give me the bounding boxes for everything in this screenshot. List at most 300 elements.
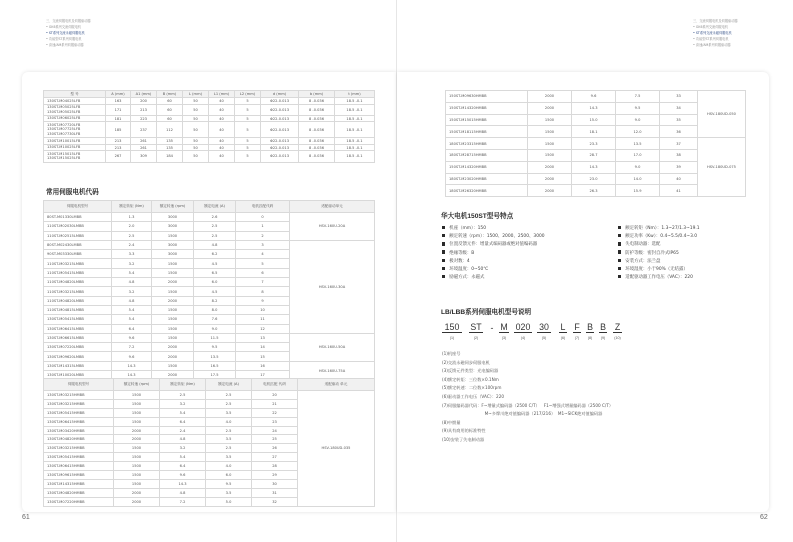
table-cell: 8: [236, 287, 290, 296]
table-row: [446, 91, 746, 103]
feature-item: [618, 258, 660, 264]
table-cell: 40: [209, 115, 235, 122]
table-cell: 18.5 -0.1: [335, 151, 375, 162]
table-cell: Φ22-0.013: [261, 144, 299, 151]
column-header: 伺服电机型号: [44, 379, 114, 391]
table-cell: 1500: [152, 287, 194, 296]
table-cell: 5: [235, 104, 261, 115]
table-cell: 6.4: [112, 324, 152, 333]
feature-text: 位置反馈元件：增量式编码器或绝对值编码器: [449, 242, 538, 248]
table-cell: 2.5: [206, 399, 252, 408]
table-cell: 3.2: [160, 444, 206, 453]
table-cell: 18.1: [572, 126, 616, 138]
column-header: L1 (mm): [209, 91, 235, 98]
model-name: 130ST-M06025LFB: [47, 116, 81, 121]
table-cell: 14.3: [572, 161, 616, 173]
model-cell: 90ST-M03330LMBB: [44, 250, 112, 259]
table-cell: 2.4: [160, 426, 206, 435]
model-name: 130ST-M07725LFB: [47, 127, 81, 132]
table-cell: 6.0: [194, 278, 236, 287]
table-cell: 18.5 -0.1: [335, 138, 375, 145]
table-cell: 9.0: [194, 324, 236, 333]
nav-item: • ST系列交流永磁伺服电机: [46, 31, 85, 35]
model-code-segment: [559, 323, 567, 340]
table-cell: 5.4: [112, 315, 152, 324]
table-cell: 5: [235, 151, 261, 162]
code-index: (2): [473, 336, 479, 340]
table-cell: 13: [236, 333, 290, 342]
table-cell: 6.2: [194, 250, 236, 259]
table-cell: 60: [157, 115, 183, 122]
table-cell: 5.4: [160, 453, 206, 462]
table-cell: 50: [183, 115, 209, 122]
table-cell: 4.8: [160, 488, 206, 497]
model-code-segment: [537, 323, 551, 340]
table-cell: 2.5: [206, 444, 252, 453]
drive-unit-cell: HSV-180UD-075: [698, 138, 746, 197]
table-cell: 18.5 -0.1: [335, 122, 375, 138]
model-code-segment: [514, 323, 532, 340]
code-letter: 150: [442, 323, 462, 333]
model-cell: 110ST-M05415LMBB: [44, 268, 112, 277]
column-header: A1 (mm): [131, 91, 157, 98]
model-cell: 130ST-M14315LMBB: [44, 361, 112, 370]
table-cell: 14.3: [112, 361, 152, 370]
table-row: [44, 391, 375, 400]
table-row: [44, 151, 375, 162]
model-cell: 110ST-M02030LMBB: [44, 222, 112, 231]
table-cell: 13.5: [616, 138, 660, 150]
table-cell: 4.5: [194, 287, 236, 296]
table-cell: 185: [106, 122, 131, 138]
table-cell: 1500: [528, 149, 572, 161]
table-cell: 6.4: [160, 417, 206, 426]
table-cell: 135: [157, 138, 183, 145]
table-row: [44, 122, 375, 138]
table-cell: 8 -0.036: [299, 98, 335, 105]
table-cell: 1500: [114, 408, 160, 417]
table-cell: 7: [236, 278, 290, 287]
table-cell: 21: [252, 399, 298, 408]
table-cell: 2000: [528, 185, 572, 197]
table-cell: 2.0: [112, 222, 152, 231]
section-title-150st-features: 华大电机150ST型号特点: [441, 213, 514, 220]
table-cell: 15: [236, 352, 290, 361]
code-letter: M: [500, 322, 508, 332]
table-cell: 1500: [152, 361, 194, 370]
model-name: 130ST-M15025LFB: [47, 156, 81, 161]
table-cell: 4.8: [194, 240, 236, 249]
table-cell: 50: [183, 138, 209, 145]
table-cell: 9.5: [616, 102, 660, 114]
table-cell: 309: [131, 151, 157, 162]
table-cell: 2.5: [194, 231, 236, 240]
table-cell: 9.5: [194, 343, 236, 352]
table-cell: 23.3: [572, 138, 616, 150]
table-cell: 38: [660, 149, 698, 161]
code-index: (7): [574, 336, 580, 340]
table-cell: Φ22-0.013: [261, 138, 299, 145]
table-cell: 18.5 -0.1: [335, 144, 375, 151]
bullet-square-icon: [618, 226, 621, 229]
table-cell: 1500: [528, 114, 572, 126]
column-header: L (mm): [183, 91, 209, 98]
table-cell: 3.2: [112, 287, 152, 296]
table-cell: 2.5: [194, 222, 236, 231]
table-cell: 1500: [152, 268, 194, 277]
table-cell: 12: [236, 324, 290, 333]
table-cell: 1500: [114, 479, 160, 488]
table-cell: 2000: [114, 488, 160, 497]
table-cell: 26: [252, 444, 298, 453]
feature-item: [618, 250, 679, 256]
table-cell: 2000: [528, 102, 572, 114]
column-header: 电机匹配 代码: [252, 379, 298, 391]
model-code-segment: [599, 323, 607, 340]
model-name: 130ST-M04025LFB: [47, 98, 81, 103]
table-row: [44, 98, 375, 105]
table-row: [44, 333, 375, 342]
table-cell: 112: [157, 122, 183, 138]
model-cell: 110ST-M02515LMBB: [44, 231, 112, 240]
nav-item: • 高速/AM系列伺服驱动器: [693, 43, 731, 47]
model-cell: 130ST-M06415HMBB: [44, 462, 114, 471]
table-cell: 22: [252, 408, 298, 417]
bullet-square-icon: [442, 226, 445, 229]
table-cell: 60: [157, 98, 183, 105]
feature-text: 失电制动器：选配: [625, 242, 661, 248]
model-cell: 110ST-M03215LMBB: [44, 287, 112, 296]
table-cell: 5.4: [112, 268, 152, 277]
table-cell: 213: [106, 144, 131, 151]
feature-text: 机座（mm）：150: [449, 226, 486, 231]
code-index: (3): [501, 336, 507, 340]
feature-item: [442, 258, 470, 264]
nav-item: • 高速/AM系列伺服驱动器: [46, 43, 84, 47]
table-cell: 7.5: [616, 91, 660, 103]
table-cell: 15.0: [572, 114, 616, 126]
table-cell: 28: [252, 462, 298, 471]
table-cell: 2.5: [160, 391, 206, 400]
page-number-left: 61: [22, 514, 30, 521]
model-code-segment: [586, 323, 594, 340]
table-cell: 4.8: [160, 435, 206, 444]
model-cell: 130ST-M06415LMBB: [44, 324, 112, 333]
left-nav-breadcrumb: [46, 18, 91, 48]
drive-unit-cell: HSV-180UD-035: [298, 391, 375, 507]
table-cell: Φ22-0.013: [261, 122, 299, 138]
model-cell: 150ST-M14320HMBB: [446, 102, 528, 114]
table-cell: 18.5 -0.1: [335, 104, 375, 115]
right-nav-breadcrumb: [693, 18, 738, 48]
table-cell: 3.2: [160, 399, 206, 408]
table-cell: 24: [252, 426, 298, 435]
column-header: B (mm): [157, 91, 183, 98]
bullet-square-icon: [618, 234, 621, 237]
table-cell: 184: [157, 151, 183, 162]
table-cell: 213: [131, 104, 157, 115]
table-cell: Φ22-0.013: [261, 98, 299, 105]
table-cell: 35: [660, 114, 698, 126]
table-cell: 2000: [152, 352, 194, 361]
table-cell: 5: [235, 98, 261, 105]
model-cell: 130ST-M05415LMBB: [44, 315, 112, 324]
table-cell: 50: [183, 122, 209, 138]
table-cell: 14.0: [616, 173, 660, 185]
explanation-line: (3)反馈元件类型：光电编码器: [442, 368, 499, 374]
table-cell: 3000: [152, 213, 194, 222]
explanation-line: (10)安装了失电制动器: [442, 437, 485, 442]
table-cell: 2000: [114, 426, 160, 435]
table-cell: 25: [252, 435, 298, 444]
table-row: [446, 138, 746, 150]
model-cell: [44, 151, 106, 162]
table-cell: 40: [209, 144, 235, 151]
table-cell: 2.5: [112, 231, 152, 240]
column-header: 额定转速 (rpm): [152, 201, 194, 213]
feature-text: 环境湿度：小于90%（无结露）: [625, 267, 688, 272]
table-cell: 2000: [152, 343, 194, 352]
table-cell: 171: [106, 104, 131, 115]
table-cell: 9.0: [616, 161, 660, 173]
feature-text: 额定转速（rpm）：1500、2000、2500、3000: [449, 234, 545, 240]
feature-text: 安装方式：法兰盘: [625, 258, 661, 264]
code-letter: F: [574, 322, 580, 332]
model-code-segment: [613, 323, 622, 340]
column-header: 额定电流 (A): [206, 379, 252, 391]
model-cell: 130ST-M07220LMBB: [44, 343, 112, 352]
model-cell: 130ST-M04820HMBB: [44, 435, 114, 444]
table-cell: 2000: [114, 497, 160, 506]
table-cell: 1500: [152, 324, 194, 333]
table-cell: 40: [209, 122, 235, 138]
table-cell: 11: [236, 315, 290, 324]
column-header: 额定转矩 (Nm): [160, 379, 206, 391]
table-cell: 1500: [114, 399, 160, 408]
table-cell: 28.7: [572, 149, 616, 161]
feature-item: [618, 241, 660, 247]
table-cell: 4.0: [206, 417, 252, 426]
table-cell: 2000: [528, 173, 572, 185]
table-cell: 20: [252, 391, 298, 400]
model-cell: 130ST-M03215HMBB: [44, 399, 114, 408]
column-header: t (mm): [335, 91, 375, 98]
model-code-segment: [488, 323, 496, 336]
table-cell: 29: [252, 471, 298, 480]
table-cell: 17.0: [616, 149, 660, 161]
code-letter: 020: [515, 322, 531, 332]
table-cell: 40: [660, 173, 698, 185]
model-name: 130ST-M07730LFB: [47, 132, 81, 137]
model-cell: [44, 115, 106, 122]
table-cell: 18.5 -0.1: [335, 98, 375, 105]
code-index: (9): [600, 336, 606, 340]
model-cell: 80ST-M01330LMBB: [44, 213, 112, 222]
table-cell: 261: [131, 144, 157, 151]
column-header: 额定转矩 (Nm): [112, 201, 152, 213]
model-cell: [44, 138, 106, 145]
table-cell: 6.4: [160, 462, 206, 471]
column-header: 额定电流 (A): [194, 201, 236, 213]
model-cell: 180ST-M26320HMBB: [446, 185, 528, 197]
model-cell: 110ST-M03215LMBB: [44, 259, 112, 268]
explanation-line: (7)伺服编码器代码：F~增量式编码器（2500 C/T） F1~增强式增量编码器（2500 C/T）: [442, 402, 614, 408]
table-cell: 1500: [114, 471, 160, 480]
table-cell: 40: [209, 138, 235, 145]
table-cell: 1: [236, 222, 290, 231]
column-header: 额定转速 (rpm): [114, 379, 160, 391]
motor-code-table: [43, 200, 375, 380]
table-cell: 36: [660, 126, 698, 138]
column-header: d (mm): [261, 91, 299, 98]
table-cell: 3.3: [112, 250, 152, 259]
table-cell: 3.5: [206, 453, 252, 462]
table-cell: 1500: [152, 231, 194, 240]
column-header: b (mm): [299, 91, 335, 98]
table-cell: 50: [183, 151, 209, 162]
table-cell: 23.0: [572, 173, 616, 185]
bullet-square-icon: [618, 275, 621, 278]
model-cell: 130ST-M10020LMBB: [44, 371, 112, 380]
feature-text: 额定功率（Kw）：0.4~5.5/0.4~3.0: [625, 234, 698, 240]
table-row: [44, 144, 375, 151]
table-cell: 9.6: [112, 352, 152, 361]
motor-model-table: [43, 378, 375, 507]
nav-item: 三、交流伺服电机及伺服驱动器: [46, 19, 91, 23]
model-name: 130ST-M10025LFB: [47, 145, 81, 150]
table-cell: 2000: [152, 371, 194, 380]
table-cell: 5: [235, 122, 261, 138]
table-cell: 2.5: [206, 426, 252, 435]
model-cell: 130ST-M07220HMBB: [44, 497, 114, 506]
table-cell: 1500: [114, 453, 160, 462]
table-cell: 3000: [152, 222, 194, 231]
left-page: [0, 0, 396, 542]
table-cell: 2000: [114, 435, 160, 444]
table-cell: 2000: [528, 91, 572, 103]
table-cell: 1500: [152, 315, 194, 324]
bullet-square-icon: [442, 267, 445, 270]
table-row: [44, 115, 375, 122]
table-cell: 1500: [114, 462, 160, 471]
nav-item: • ST系列交流永磁伺服电机: [693, 31, 732, 35]
table-cell: 40: [209, 98, 235, 105]
model-cell: 130ST-M03215HMBB: [44, 391, 114, 400]
code-index: (10): [614, 336, 621, 340]
model-cell: 130ST-M09620LMBB: [44, 352, 112, 361]
bullet-square-icon: [442, 259, 445, 262]
table-cell: 2000: [152, 296, 194, 305]
model-cell: 180ST-M23020HMBB: [446, 173, 528, 185]
feature-text: 励磁方式：永磁式: [449, 275, 485, 281]
table-cell: 3000: [152, 250, 194, 259]
model-cell: 180ST-M23315HMBB: [446, 138, 528, 150]
table-cell: 5: [236, 259, 290, 268]
table-cell: 6.0: [206, 471, 252, 480]
drive-unit-cell: HSV-160U-20A: [290, 213, 375, 241]
table-cell: 12.0: [616, 126, 660, 138]
table-cell: 50: [183, 98, 209, 105]
table-cell: 3: [236, 240, 290, 249]
column-header: 型 号: [44, 91, 106, 98]
table-cell: 37: [660, 138, 698, 150]
table-cell: 41: [660, 185, 698, 197]
table-row: [44, 104, 375, 115]
table-cell: 39: [660, 161, 698, 173]
table-cell: 237: [131, 122, 157, 138]
table-cell: 6.5: [194, 268, 236, 277]
model-cell: 110ST-M04820LMBB: [44, 296, 112, 305]
table-cell: 1500: [152, 333, 194, 342]
table-cell: 267: [106, 151, 131, 162]
explanation-line: (1)机座号: [442, 351, 461, 356]
table-cell: 1500: [114, 444, 160, 453]
left-content-card: [22, 72, 396, 512]
column-header: 伺服电机型号: [44, 201, 112, 213]
code-index: (5): [541, 336, 547, 340]
model-cell: [44, 98, 106, 105]
table-cell: 60: [157, 104, 183, 115]
page-number-right: 62: [760, 514, 768, 521]
table-cell: 7.2: [160, 497, 206, 506]
table-cell: 14: [236, 343, 290, 352]
model-cell: [44, 144, 106, 151]
model-cell: 130ST-M09615HMBB: [44, 471, 114, 480]
table-row: [44, 213, 375, 222]
table-cell: 5.4: [160, 408, 206, 417]
table-cell: 5.4: [112, 305, 152, 314]
column-header: A (mm): [106, 91, 131, 98]
code-index: (8): [587, 336, 593, 340]
model-cell: 130ST-M05415HMBB: [44, 408, 114, 417]
table-cell: 1500: [114, 391, 160, 400]
table-cell: 7.6: [194, 315, 236, 324]
feature-text: 防护等级：密封自冷式IP65: [625, 250, 679, 256]
table-cell: 8 -0.036: [299, 138, 335, 145]
model-cell: 110ST-M04820LMBB: [44, 278, 112, 287]
model-cell: 80ST-M02430LMBB: [44, 240, 112, 249]
table-cell: Φ22-0.013: [261, 115, 299, 122]
code-letter: -: [490, 323, 494, 333]
table-row: [44, 138, 375, 145]
explanation-line: (4)额定转矩：三位数×0.1Nm: [442, 376, 499, 382]
table-cell: 135: [157, 144, 183, 151]
bullet-square-icon: [618, 242, 621, 245]
explanation-line: M~多摩川绝对值编码器（217/216） M1~SICK绝对值编码器: [442, 411, 603, 417]
table-cell: 223: [131, 115, 157, 122]
model-code-segment: [442, 323, 462, 340]
table-cell: 23: [252, 417, 298, 426]
code-index: (4): [520, 336, 526, 340]
table-cell: 8 -0.036: [299, 144, 335, 151]
section-title-common-codes: 常用伺服电机代码: [46, 189, 99, 196]
nav-item: • 功能型ST系列伺服电机: [693, 37, 729, 41]
code-letter: B: [600, 322, 606, 332]
table-cell: 40: [209, 104, 235, 115]
table-cell: 5: [235, 115, 261, 122]
model-name: 130ST-M15015LFB: [47, 151, 81, 156]
table-cell: 6: [236, 268, 290, 277]
table-cell: 1500: [152, 259, 194, 268]
table-cell: 213: [106, 138, 131, 145]
table-cell: 9.5: [206, 479, 252, 488]
explanation-line: (8)中惯量: [442, 419, 461, 425]
table-cell: 34: [660, 102, 698, 114]
drive-unit-cell: HSV-160U-30A: [290, 240, 375, 333]
table-cell: 181: [106, 115, 131, 122]
table-cell: 4.8: [112, 296, 152, 305]
feature-item: [442, 274, 484, 280]
